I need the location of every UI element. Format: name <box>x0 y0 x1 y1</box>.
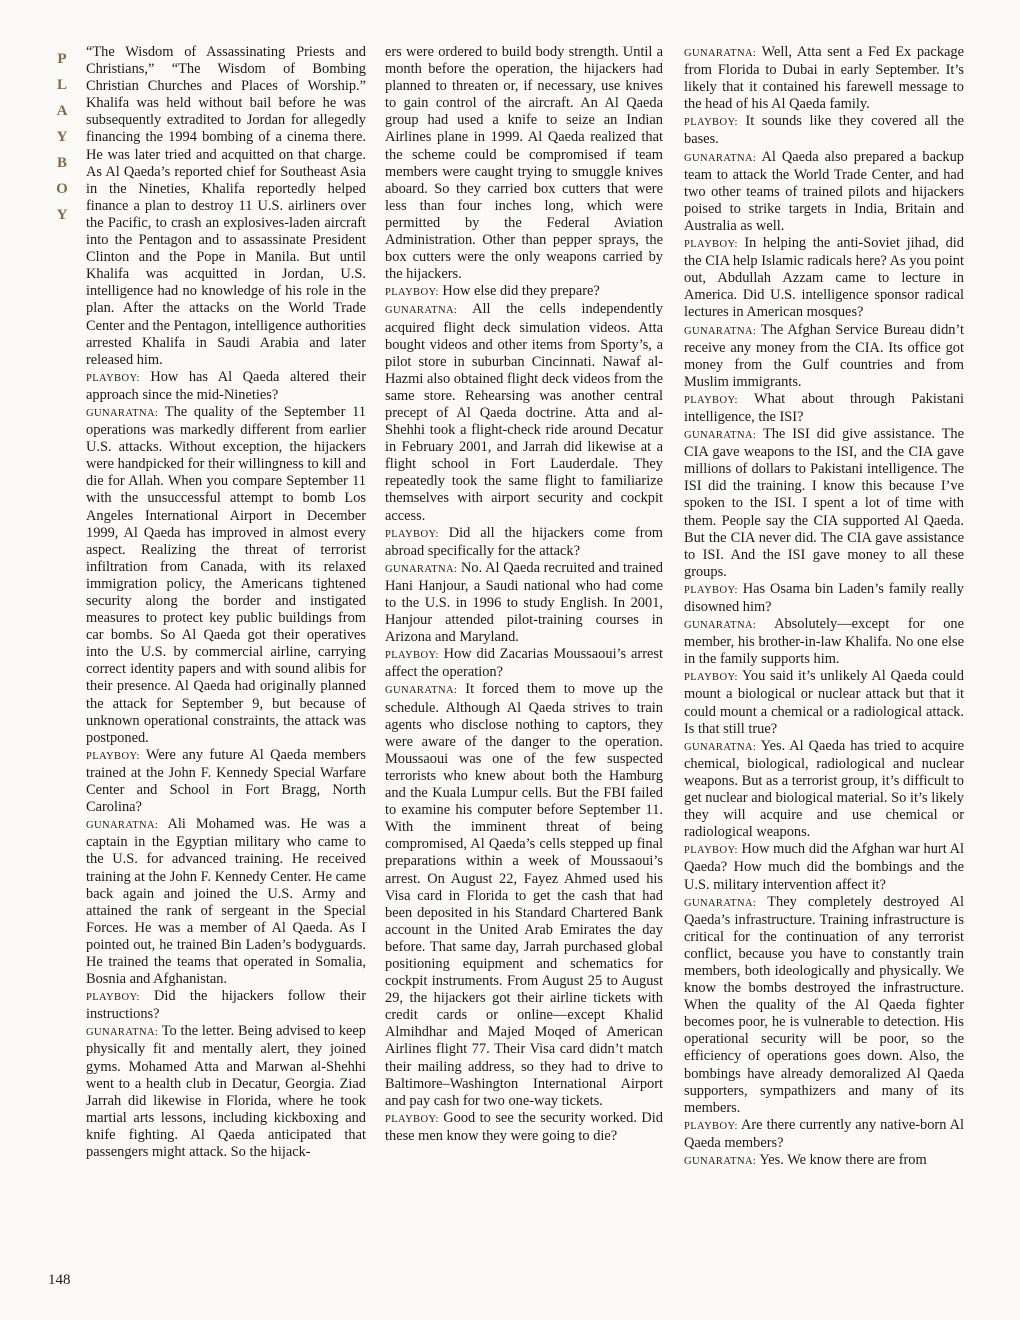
interview-paragraph <box>86 1023 366 1161</box>
paragraph-text: In helping the anti-Soviet jihad, did the CIA help Islamic radicals here? As you point out, Abdullah Azzam came to lecture in America. Did U.S. intelligence sponsor radical lectures in American mosques? <box>684 235 964 321</box>
speaker-label: PLAYBOY: <box>684 845 738 857</box>
interview-paragraph <box>86 44 366 369</box>
running-head-letter: B <box>56 155 67 171</box>
watermark: ... <box>571 656 629 716</box>
paragraph-text: What about through Pakistani intelligence, the ISI? <box>684 390 964 425</box>
running-head <box>48 46 76 228</box>
page-number: 148 <box>48 1272 71 1288</box>
speaker-label: PLAYBOY: <box>385 528 439 540</box>
interview-paragraph <box>684 581 964 616</box>
speaker-label: PLAYBOY: <box>684 1120 738 1132</box>
speaker-label: GUNARATNA: <box>385 685 458 697</box>
paragraph-text: Absolutely—except for one member, his brother-in-law Khalifa. No one else in the family supports him. <box>684 616 964 668</box>
speaker-label: GUNARATNA: <box>684 325 757 337</box>
running-head-letter: A <box>56 103 68 119</box>
interview-paragraph <box>385 560 663 646</box>
paragraph-text: No. Al Qaeda recruited and trained Hani Hanjour, a Saudi national who had come to the U.S. in 1996 to study English. In 2001, Hanjour attended pilot-training courses in Arizona and Maryland. <box>385 559 663 646</box>
paragraph-text: Ali Mohamed was. He was a captain in the Egyptian military who came to the U.S. for advanced training. He received training at the John F. Kennedy Center. He came back again and joined the U.S. Army and attained the rank of sergeant in the Special Forces. He was a member of Al Qaeda. As I pointed out, he trained Bin Laden’s bodyguards. He trained the teams that operated in Somalia, Bosnia and Afghanistan. <box>86 816 366 988</box>
speaker-label: GUNARATNA: <box>684 430 757 442</box>
interview-paragraph <box>684 322 964 391</box>
speaker-label: PLAYBOY: <box>385 1113 439 1125</box>
text-column-2 <box>385 44 663 1145</box>
paragraph-text: It forced them to move up the schedule. Although Al Qaeda strives to train agents who disclose nothing to captors, they were aware of the danger to the operation. Moussaoui was one of the few suspected terrorists who knew about both the Hamburg and the Kuala Lumpur cells. But the FBI failed to examine his computer before September 11. With the imminent threat of being compromised, Al Qaeda’s cells stepped up final preparations within a week of Moussaoui’s arrest. On August 22, Fayez Ahmed used his Visa card in Florida to get the cash that had been deposited in his Standard Chartered Bank account in the United Arab Emirates the day before. That same day, Jarrah purchased global positioning equipment and schematics for cockpit instruments. From August 25 to August 29, the hijackers got their airline tickets with credit cards or online—except Khalid Almihdhar and Majed Moqed of American Airlines flight 77. Their Visa card didn’t match their mailing address, so they had to drive to Baltimore–Washington International Airport and pay cash for two one-way tickets. <box>385 681 663 1109</box>
interview-paragraph <box>86 816 366 988</box>
interview-paragraph <box>684 738 964 842</box>
interview-paragraph <box>684 149 964 235</box>
paragraph-text: You said it’s unlikely Al Qaeda could mount a biological or nuclear attack but that it could mount a chemical or a radiological attack. Is that still true? <box>684 668 964 737</box>
paragraph-text: The Afghan Service Bureau didn’t receive any money from the CIA. Its office got money from the Gulf countries and from Muslim immigrants. <box>684 321 965 390</box>
text-column-3 <box>684 44 964 1170</box>
paragraph-text: Good to see the security worked. Did these men know they were going to die? <box>385 1109 664 1144</box>
paragraph-text: How did Zacarias Moussaoui’s arrest affect the operation? <box>385 646 663 681</box>
running-head-letter: P <box>57 51 67 67</box>
running-head-letter: L <box>56 77 67 93</box>
running-head-letter: Y <box>56 207 68 223</box>
speaker-label: GUNARATNA: <box>684 897 757 909</box>
interview-paragraph <box>684 235 964 321</box>
paragraph-text: How has Al Qaeda altered their approach since the mid-Nineties? <box>86 368 366 403</box>
interview-paragraph <box>385 301 663 524</box>
paragraph-text: It sounds like they covered all the bases. <box>684 113 964 148</box>
paragraph-text: The ISI did give assistance. The CIA gave weapons to the ISI, and the CIA gave millions of dollars to Pakistani intelligence. The ISI did the training. I know this because I’ve spoken to the ISI. I spent a lot of time with them. People say the CIA supported Al Qaeda. But the CIA never did. The CIA gave assistance to ISI. And the ISI gave money to all these groups. <box>684 426 964 580</box>
interview-paragraph <box>684 391 964 426</box>
speaker-label: GUNARATNA: <box>684 741 757 753</box>
interview-paragraph <box>684 894 964 1117</box>
speaker-label: PLAYBOY: <box>684 672 738 684</box>
speaker-label: GUNARATNA: <box>684 1156 757 1167</box>
interview-paragraph <box>684 426 964 581</box>
paragraph-text: ers were ordered to build body strength. Until a month before the operation, the hijackers had planned to threaten or, if necessary, use knives to gain control of the aircraft. An Al Qaeda group had used a knife to seize an Indian Airlines plane in 1999. Al Qaeda realized that the scheme could be compromised if team members were caught trying to smuggle knives aboard. So they carried box cutters that were less than four inches long, which were permitted by the Federal Aviation Administration. Other than pepper sprays, the box cutters were the only weapons carried by the hijackers. <box>385 44 663 283</box>
paragraph-text: Well, Atta sent a Fed Ex package from Florida to Dubai in early September. It’s likely that it contained his farewell message to the head of his Al Qaeda family. <box>684 44 964 113</box>
paragraph-text: Are there currently any native-born Al Qaeda members? <box>684 1116 964 1151</box>
speaker-label: PLAYBOY: <box>684 584 738 596</box>
running-head-letter: O <box>56 181 68 197</box>
interview-paragraph <box>385 681 663 1109</box>
interview-paragraph <box>385 1110 663 1145</box>
text-column-1 <box>86 44 366 1161</box>
paragraph-text: The quality of the September 11 operations was markedly different from earlier U.S. attacks. Without exception, the hijackers were handpicked for their willingness to kill and die for Allah. When you compare September 11 with the unsuccessful attempt to bomb Los Angeles International Airport in December 1999, Al Qaeda has improved in almost every aspect. Realizing the threat of terrorist infiltration from Canada, with its relaxed immigration policy, the Americans tightened security along the border and instigated measures to protect key public buildings from car bombs. So Al Qaeda got their operatives into the U.S. by commercial airline, carrying correct identity papers and with sound alibis for their presence. Al Qaeda had originally planned the attack for September 9, but because of unknown operational constraints, the attack was postponed. <box>86 403 366 746</box>
speaker-label: GUNARATNA: <box>86 407 159 419</box>
interview-paragraph <box>684 841 964 893</box>
speaker-label: GUNARATNA: <box>385 305 458 317</box>
speaker-label: PLAYBOY: <box>684 394 738 406</box>
speaker-label: GUNARATNA: <box>684 620 757 632</box>
interview-paragraph <box>86 404 366 747</box>
paragraph-text: Yes. Al Qaeda has tried to acquire chemical, biological, radiological and nuclear weapons. But as a terrorist group, it’s difficult to get nuclear and biological material. So it’s likely they will acquire and use chemical or radiological weapons. <box>684 737 964 841</box>
speaker-label: PLAYBOY: <box>86 750 140 762</box>
speaker-label: PLAYBOY: <box>684 117 738 129</box>
speaker-label: PLAYBOY: <box>86 372 140 384</box>
speaker-label: GUNARATNA: <box>86 1027 159 1039</box>
interview-paragraph <box>385 525 663 560</box>
speaker-label: GUNARATNA: <box>684 48 757 59</box>
speaker-label: GUNARATNA: <box>684 152 757 164</box>
speaker-label: GUNARATNA: <box>86 820 159 832</box>
paragraph-text: Yes. We know there are from <box>759 1152 927 1168</box>
interview-paragraph <box>86 369 366 404</box>
speaker-label: PLAYBOY: <box>385 650 439 662</box>
interview-paragraph <box>684 44 964 113</box>
interview-paragraph <box>684 1152 964 1170</box>
paragraph-text: Did all the hijackers come from abroad specifically for the attack? <box>385 524 663 559</box>
speaker-label: PLAYBOY: <box>385 287 439 299</box>
paragraph-text: How else did they prepare? <box>442 283 600 300</box>
paragraph-text: How much did the Afghan war hurt Al Qaeda? How much did the bombings and the U.S. military intervention affect it? <box>684 841 964 893</box>
paragraph-text: All the cells independently acquired flight deck simulation videos. Atta bought videos and other items from Sporty’s, a pilot store in suburban Cincinnati. Nawaf al-Hazmi also obtained flight deck videos from the same store. Rehearsing was another central precept of Al Qaeda doctrine. Atta and al-Shehhi took a flight-check ride around Decatur in February 2001, and Jarrah did likewise at a flight school in Fort Lauderdale. They repeatedly took the same flight to familiarize themselves with airport security and cockpit access. <box>385 301 663 524</box>
speaker-label: PLAYBOY: <box>684 239 738 251</box>
interview-paragraph <box>86 988 366 1023</box>
paragraph-text: They completely destroyed Al Qaeda’s infrastructure. Training infrastructure is critical for the continuation of any terrorist conflict, because you have to constantly train members, both ideologically and physically. We know the bombs destroyed the infrastructure. When the quality of the Al Qaeda fighter becomes poor, he is vulnerable to detection. His operational security will be poor, so the efficiency of operations goes down. Also, the bombings have already demoralized Al Qaeda supporters, sympathizers and many of its members. <box>684 893 964 1116</box>
interview-paragraph <box>684 113 964 148</box>
speaker-label: GUNARATNA: <box>385 563 458 575</box>
speaker-label: PLAYBOY: <box>86 992 140 1004</box>
interview-paragraph <box>86 747 366 816</box>
paragraph-text: Has Osama bin Laden’s family really disowned him? <box>684 580 964 615</box>
interview-paragraph <box>385 283 663 301</box>
running-head-letter: Y <box>56 129 68 145</box>
paragraph-text: “The Wisdom of Assassinating Priests and Christians,” “The Wisdom of Bombing Christian Churches and Places of Worship.” Khalifa was held without bail before he was subsequently extradited to Jordan for allegedly financing the 1994 bombing of a cinema there. He was later tried and acquitted on that charge. As Al Qaeda’s reported chief for Southeast Asia in the Nineties, Khalifa reportedly helped finance a plan to destroy 11 U.S. airliners over the Pacific, to crash an explosives-laden aircraft into the Pentagon and to assassinate President Clinton and the Pope in Manila. But until Khalifa was acquitted in Jordan, U.S. intelligence had no knowledge of his role in the plan. After the attacks on the World Trade Center and the Pentagon, intelligence authorities arrested Khalifa in Saudi Arabia and later released him. <box>86 44 366 368</box>
interview-paragraph <box>385 44 663 283</box>
interview-paragraph <box>684 1117 964 1152</box>
paragraph-text: Al Qaeda also prepared a backup team to attack the World Trade Center, and had two other teams of trained pilots and hijackers poised to strike targets in India, Britain and Australia as well. <box>684 148 964 234</box>
paragraph-text: To the letter. Being advised to keep physically fit and mentally alert, they joined gyms. Mohamed Atta and Marwan al-Shehhi went to a health club in Decatur, Georgia. Ziad Jarrah did likewise in Florida, where he took martial arts lessons, including kickboxing and knife fighting. Al Qaeda anticipated that passengers might attack. So the hijack- <box>86 1023 366 1160</box>
paragraph-text: Did the hijackers follow their instructions? <box>86 988 366 1023</box>
paragraph-text: Were any future Al Qaeda members trained at the John F. Kennedy Special Warfare Center and School in Fort Bragg, North Carolina? <box>86 746 367 816</box>
